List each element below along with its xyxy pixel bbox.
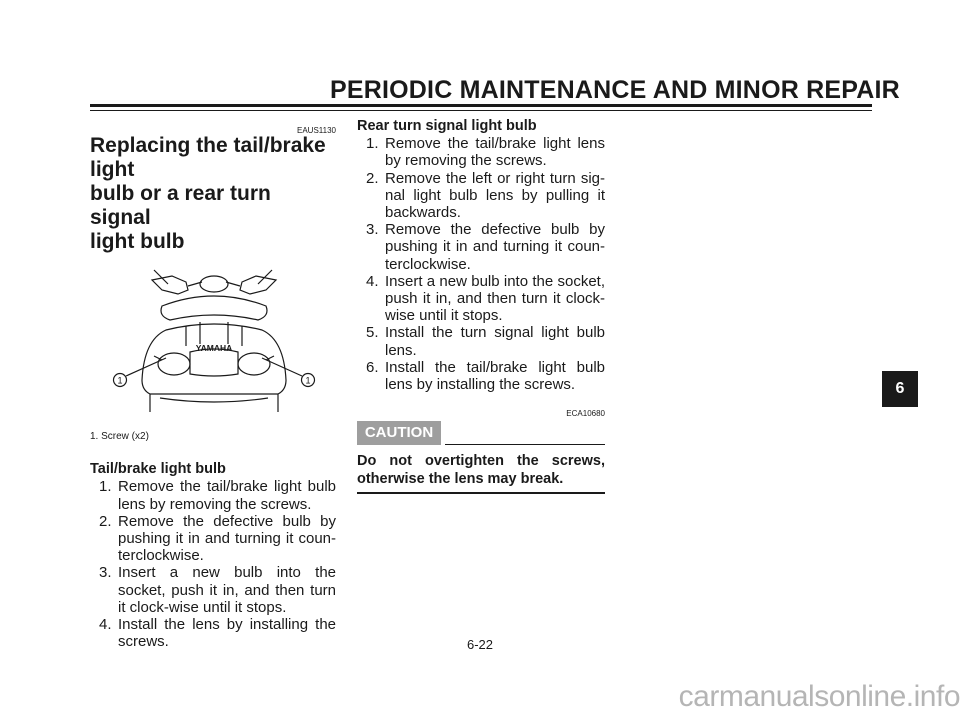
section-title-line-1: Replacing the tail/brake light [90,134,326,181]
caution-badge: CAUTION [357,421,441,445]
seat-outline [161,296,267,320]
step-text: Remove the tail/brake light lens by removing the screws. [385,135,605,170]
handlebar-right-icon [240,276,276,294]
figure-caption: 1. Screw (x2) [90,431,149,442]
list-item [90,616,336,650]
list-item [357,359,605,393]
list-item [357,273,605,325]
list-item [90,564,336,616]
tail-light-illustration [90,260,336,426]
watermark: carmanualsonline.info [678,680,960,713]
caution-code: ECA10680 [566,409,605,419]
step-text: Install the turn signal light bulb lens. [385,324,605,359]
list-item [357,135,605,169]
caution-rule [445,444,605,445]
callout-leader-right [262,358,302,376]
step-number: 4. [366,272,379,290]
tail-brake-steps [90,478,336,650]
step-text: Remove the tail/brake light bulb lens by removing the screws. [118,478,336,513]
section-title-line-3: light bulb [90,230,185,253]
step-number: 1. [366,135,379,153]
callout-number-left: 1 [117,375,123,386]
list-item [90,478,336,512]
turn-signal-steps [357,135,605,393]
step-text: Install the tail/brake light bulb lens by installing the screws. [385,358,605,394]
chapter-tab: 6 [882,371,918,407]
mirror-icon [200,276,228,292]
caution-header [357,421,605,447]
step-number: 5. [366,324,379,342]
step-text: Remove the defective bulb by pushing it in and turning it coun-terclockwise. [385,221,605,273]
turn-signal-lens-right [238,353,270,375]
step-text: Insert a new bulb into the socket, push it in, and then turn it clock-wise until it stops. [118,564,336,616]
list-item [90,513,336,565]
callout-leader-left [126,358,166,376]
page-header-title: PERIODIC MAINTENANCE AND MINOR REPAIR [330,76,900,104]
step-number: 4. [99,616,112,634]
step-number: 2. [366,169,379,187]
left-column [90,118,336,650]
subhead-tail-brake: Tail/brake light bulb [90,461,226,478]
right-column [357,118,605,494]
header-rule [90,104,872,107]
step-number: 6. [366,358,379,376]
list-item [357,324,605,358]
step-number: 1. [99,478,112,496]
turn-signal-lens-left [158,353,190,375]
section-title-line-2: bulb or a rear turn signal [90,182,271,229]
step-text: Remove the left or right turn sig-nal light bulb lens by pulling it backwards. [385,169,605,222]
page-number: 6-22 [466,637,494,652]
handlebar-left-icon [152,276,188,294]
subhead-turn-signal: Rear turn signal light bulb [357,118,537,134]
step-text: Install the lens by installing the screws. [118,616,336,651]
brand-logo: YAMAHA [195,343,233,353]
section-title [90,134,336,254]
callout-number-right: 1 [305,375,311,386]
step-number: 2. [99,512,112,530]
list-item [357,221,605,273]
header-rule-thin [90,110,872,111]
list-item [357,170,605,222]
step-number: 3. [99,564,112,582]
caution-bottom-rule [357,492,605,494]
step-number: 3. [366,221,379,239]
step-text: Remove the defective bulb by pushing it in and turning it coun-terclockwise. [118,512,336,565]
section-code: EAUS1130 [297,126,336,135]
tail-light-lens [190,349,238,376]
step-text: Insert a new bulb into the socket, push it in, and then turn it clock-wise until it stops. [385,272,605,325]
caution-text: Do not overtighten the screws, otherwise the lens may break. [357,453,605,487]
